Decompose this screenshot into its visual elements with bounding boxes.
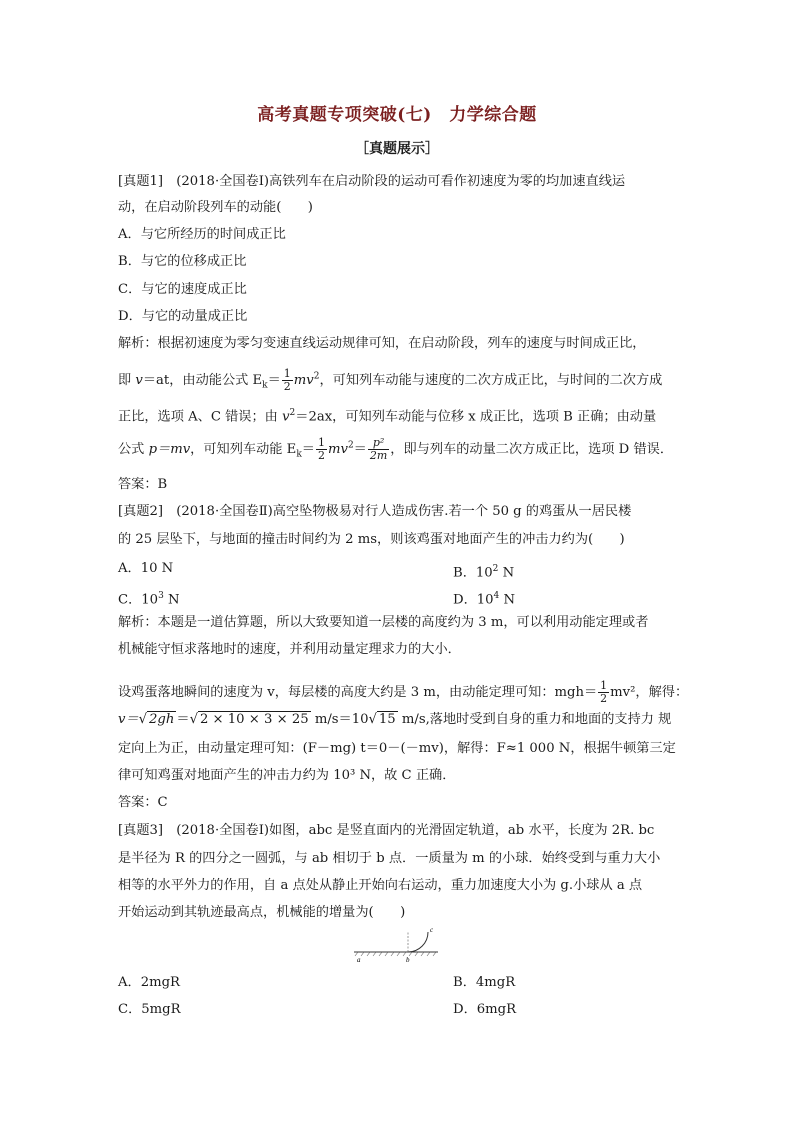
q1-option-d: D．与它的动量成正比 bbox=[118, 309, 248, 324]
q1-analysis-line-2 bbox=[118, 368, 662, 394]
q3-option-d: D．6mgR bbox=[453, 1002, 517, 1017]
q1-ana4-a: 公式 bbox=[118, 442, 149, 457]
q2-stem-line-2: 的 25 层坠下，与地面的撞击时间约为 2 ms，则该鸡蛋对地面产生的冲击力约为( ) bbox=[118, 532, 625, 547]
q1-ana2-h: ，可知列车动能与速度的二次方成正比，与时间的二次方成 bbox=[319, 373, 663, 388]
q1-ana4-h: ＝ bbox=[353, 442, 367, 457]
q3-stem-line-1: [真题3] (2018·全国卷Ⅰ)如图，abc 是竖直面内的光滑固定轨道，ab 水平，长度为 2R. bc bbox=[118, 823, 655, 838]
q1-option-b: B．与它的位移成正比 bbox=[118, 254, 247, 269]
section-header: ［真题展示］ bbox=[355, 141, 439, 157]
q1-ana3-c: 2 bbox=[289, 408, 296, 418]
q2-option-b-unit: N bbox=[498, 565, 515, 581]
q1-ana3-a: 正比，选项 A、C 错误；由 bbox=[118, 409, 283, 425]
q2-analysis-line-5: 定向上为正，由动量定理可知：(F－mg) t＝0－(－mv)，解得：F≈1 000 N，根据牛顿第三定 bbox=[118, 741, 676, 756]
q2-ana4-g: m/s,落地时受到自身的重力和地面的支持力 规 bbox=[397, 712, 672, 727]
q1-ana2-g: 2 bbox=[313, 371, 320, 382]
q1-ana4-e: ＝ bbox=[301, 442, 315, 457]
fraction-numerator: 1 bbox=[283, 367, 291, 380]
q2-option-c bbox=[118, 588, 180, 608]
q3-option-a: A．2mgR bbox=[118, 975, 180, 990]
q2-ana3-b: mv²，解得： bbox=[610, 685, 689, 700]
q1-ana3-b: v bbox=[282, 409, 290, 425]
fraction-denominator: 2 bbox=[283, 380, 291, 393]
fraction-denominator: 2 bbox=[600, 692, 608, 705]
q3-stem-line-3: 相等的水平外力的作用，自 a 点处从静止开始向右运动，重力加速度大小为 g.小球从 a 点 bbox=[118, 878, 643, 893]
q2-option-c-exp: 3 bbox=[158, 591, 164, 601]
q2-fraction-half bbox=[598, 680, 609, 705]
q2-option-d bbox=[453, 588, 515, 608]
q1-ana4-d: k bbox=[296, 449, 302, 460]
label-b: b bbox=[406, 956, 410, 964]
q2-analysis-line-4 bbox=[118, 712, 671, 728]
q2-ana4-b: 2gh bbox=[149, 712, 175, 727]
fraction-numerator: 1 bbox=[317, 436, 325, 449]
q3-stem-line-2: 是半径为 R 的四分之一圆弧，与 ab 相切于 b 点．一质量为 m 的小球．始终受到与重力大小 bbox=[118, 851, 661, 866]
label-a: a bbox=[357, 956, 361, 964]
sqrt-sign: √ bbox=[189, 712, 198, 727]
q2-option-d-unit: N bbox=[499, 592, 516, 608]
q2-option-b bbox=[453, 561, 514, 581]
q2-option-d-exp: 4 bbox=[493, 591, 500, 601]
q1-ana3-d: ＝2ax，可知列车动能与位移 x 成正比，选项 B 正确；由动量 bbox=[295, 409, 657, 425]
q1-ana4-i: ，即与列车的动量二次方成正比，选项 D 错误． bbox=[390, 442, 674, 457]
q1-answer: 答案：B bbox=[118, 477, 168, 492]
fraction-numerator: p² bbox=[368, 437, 389, 450]
q1-ana2-c: ＝at，由动能公式 E bbox=[142, 373, 263, 388]
label-c: c bbox=[430, 926, 434, 934]
q2-ana4-a: v＝ bbox=[118, 712, 139, 727]
q1-ana4-c: ，可知列车动能 E bbox=[190, 442, 297, 457]
page-title: 高考真题专项突破(七) 力学综合题 bbox=[257, 105, 537, 125]
q1-ana2-d: k bbox=[262, 380, 268, 391]
q2-analysis-line-3 bbox=[118, 680, 688, 705]
q2-option-a: A．10 N bbox=[118, 561, 174, 576]
q1-ana4-g: 2 bbox=[347, 440, 354, 451]
q1-ana4-f: mv bbox=[327, 442, 348, 457]
q1-option-a: A．与它所经历的时间成正比 bbox=[118, 227, 286, 242]
q2-ana4-e: m/s＝10 bbox=[310, 712, 369, 727]
q2-ana4-d: 2 × 10 × 3 × 25 bbox=[199, 712, 309, 727]
q2-option-b-base: B．10 bbox=[453, 565, 493, 581]
q2-analysis-line-2: 机械能守恒求落地时的速度，并利用动量定理求力的大小． bbox=[118, 642, 461, 657]
sqrt-sign: √ bbox=[138, 712, 148, 727]
q2-option-b-exp: 2 bbox=[492, 564, 499, 574]
q2-ana3-a: 设鸡蛋落地瞬间的速度为 v，每层楼的高度大约是 3 m，由动能定理可知：mgh＝ bbox=[118, 685, 598, 700]
q2-answer: 答案：C bbox=[118, 795, 168, 810]
q1-ana2-a: 即 bbox=[118, 373, 136, 388]
ground-hatch bbox=[355, 952, 436, 956]
fraction-numerator: 1 bbox=[600, 679, 608, 692]
q1-ana4-b: p＝mv bbox=[148, 442, 191, 457]
q2-ana4-c: ＝ bbox=[176, 712, 190, 727]
q1-ana2-b: v bbox=[135, 373, 143, 388]
arc-bc bbox=[408, 932, 428, 952]
track-diagram bbox=[352, 926, 444, 964]
q2-ana4-f: 15 bbox=[378, 712, 396, 727]
q2-stem-line-1: [真题2] (2018·全国卷Ⅱ)高空坠物极易对行人造成伤害.若一个 50 g 的鸡蛋从一居民楼 bbox=[118, 504, 632, 519]
q1-stem-line-2: 动，在启动阶段列车的动能( ) bbox=[118, 200, 313, 215]
q2-option-d-base: D．10 bbox=[453, 592, 494, 608]
q1-ana2-f: mv bbox=[293, 373, 314, 388]
q1-stem-line-1: [真题1] (2018·全国卷Ⅰ)高铁列车在启动阶段的运动可看作初速度为零的均加速直线运 bbox=[118, 174, 626, 189]
fraction-denominator: 2m bbox=[369, 449, 388, 462]
q2-option-c-unit: N bbox=[163, 592, 180, 608]
q1-ana2-e: ＝ bbox=[267, 373, 281, 388]
q1-fraction-p bbox=[368, 437, 389, 462]
fraction-denominator: 2 bbox=[317, 449, 325, 462]
q1-fraction-half-2 bbox=[316, 437, 327, 462]
q1-fraction-half bbox=[282, 368, 293, 393]
q3-option-b: B．4mgR bbox=[453, 975, 516, 990]
q2-analysis-line-6: 律可知鸡蛋对地面产生的冲击力约为 10³ N，故 C 正确． bbox=[118, 768, 456, 783]
q2-option-c-base: C．10 bbox=[118, 592, 159, 608]
q1-option-c: C．与它的速度成正比 bbox=[118, 282, 247, 297]
q3-option-c: C．5mgR bbox=[118, 1002, 181, 1017]
q1-analysis-line-4 bbox=[118, 437, 673, 463]
q1-analysis-line-3 bbox=[118, 405, 656, 425]
q3-stem-line-4: 开始运动到其轨迹最高点，机械能的增量为( ) bbox=[118, 905, 406, 920]
sqrt-sign: √ bbox=[368, 712, 377, 727]
q2-analysis-line-1: 解析：本题是一道估算题，所以大致要知道一层楼的高度约为 3 m，可以利用动能定理或者 bbox=[118, 615, 649, 630]
q1-analysis-line-1: 解析：根据初速度为零匀变速直线运动规律可知，在启动阶段，列车的速度与时间成正比， bbox=[118, 336, 646, 351]
